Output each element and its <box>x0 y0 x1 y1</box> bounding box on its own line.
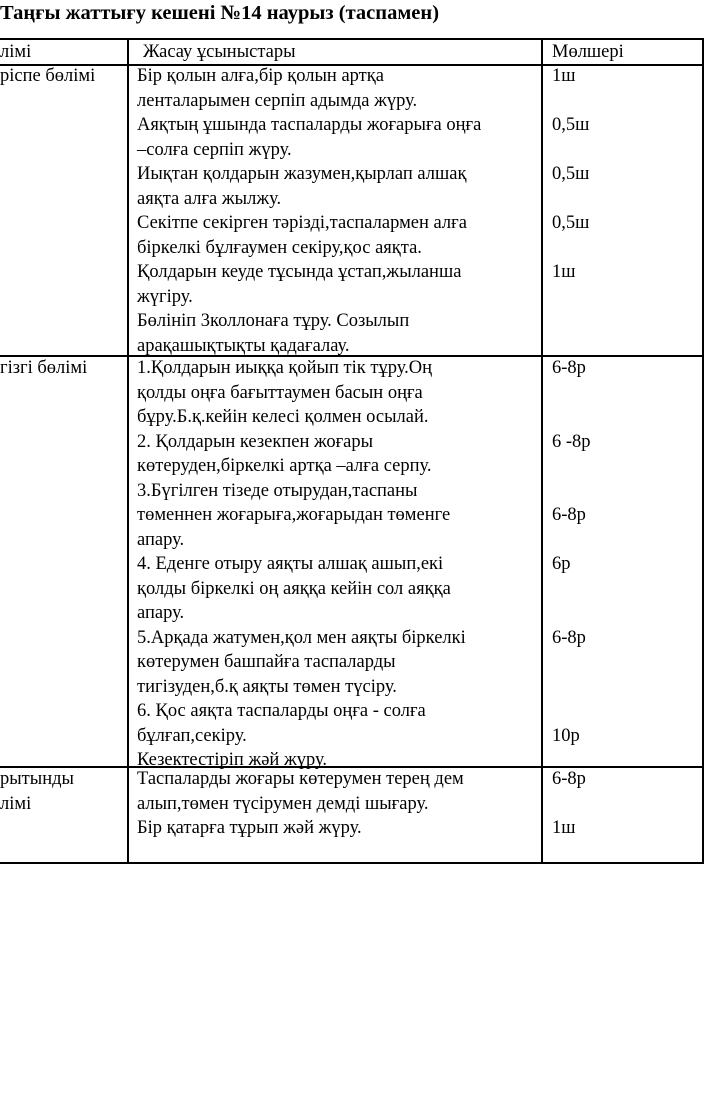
exercise-line: 3.Бүгілген тізеде отырудан,таспаны <box>137 480 418 501</box>
amount-line <box>552 236 589 261</box>
exercise-line: Бір қолын алға,бір қолын артқа <box>137 66 384 86</box>
exercise-line: қолды оңға бағыттаумен басын оңға <box>137 382 423 403</box>
exercise-line: ленталарымен серпіп адымда жүру. <box>137 90 418 111</box>
exercise-line: апару. <box>137 603 185 623</box>
amount-line <box>552 405 591 430</box>
amount-line <box>552 792 586 817</box>
section-line: рытынды <box>0 769 74 789</box>
row-section <box>0 767 74 816</box>
row-section <box>0 356 87 381</box>
amount-line <box>552 699 591 724</box>
exercise-line: біркелкі бұлғаумен секіру,қос аяқта. <box>137 237 422 258</box>
header-section: лімі <box>0 42 32 62</box>
exercise-line: Таспаларды жоғары көтерумен терең дем <box>137 769 464 789</box>
exercise-line: –солға серпіп жүру. <box>137 139 292 160</box>
exercise-line: Секітпе секірген тәрізді,таспалармен алға <box>137 213 467 233</box>
amount-line <box>552 675 591 700</box>
document-title: Таңғы жаттығу кешені №14 наурыз (таспамен) <box>0 2 440 24</box>
exercise-line: бұлғап,секіру. <box>137 725 247 746</box>
exercise-line: Аяқтың ұшында таспаларды жоғарыға оңға <box>137 115 482 135</box>
amount-line: 6-8р <box>552 505 586 525</box>
amount-line <box>552 528 591 553</box>
exercise-line: қолды біркелкі оң аяққа кейін сол аяққа <box>137 578 451 599</box>
exercise-line: Кезектестіріп жәй жүру. <box>137 750 328 770</box>
amount-line: 1ш <box>552 66 576 86</box>
amount-line: 0,5ш <box>552 164 590 184</box>
amount-line: 0,5ш <box>552 115 590 135</box>
row-exercises <box>137 64 481 358</box>
section-line: гізгі бөлімі <box>0 358 88 378</box>
table-border-col2 <box>541 38 543 864</box>
exercise-line: алып,төмен түсірумен демді шығару. <box>137 793 429 814</box>
exercise-line: аяқта алға жылжу. <box>137 188 282 209</box>
exercise-line: тигізуден,б.қ аяқты төмен түсіру. <box>137 676 397 697</box>
amount-line: 6-8р <box>552 627 586 648</box>
amount-line <box>552 650 591 675</box>
section-line: ріспе бөлімі <box>0 66 96 86</box>
amount-line <box>552 138 589 163</box>
exercise-line: Бір қатарға тұрып жәй жүру. <box>137 818 362 838</box>
exercise-line: Бөлініп 3коллонаға тұру. Созылып <box>137 311 410 331</box>
exercise-line: 5.Арқада жатумен,қол мен аяқты біркелкі <box>137 627 466 648</box>
row-exercises <box>137 356 466 773</box>
amount-line: 1ш <box>552 818 576 838</box>
table-border-col1 <box>127 38 129 864</box>
amount-line: 6р <box>552 554 571 574</box>
exercise-line: 2. Қолдарын кезекпен жоғары <box>137 431 374 452</box>
exercise-line: көтеруден,біркелкі артқа –алға серпу. <box>137 456 432 476</box>
amount-line: 6-8р <box>552 769 586 789</box>
exercise-line: 6. Қос аяқта таспаларды оңға - солға <box>137 701 426 721</box>
amount-line: 6-8р <box>552 358 586 378</box>
amount-line <box>552 187 589 212</box>
exercise-line: Иықтан қолдарын жазумен,қырлап алшақ <box>137 164 467 184</box>
exercise-line: 4. Еденге отыру аяқты алшақ ашып,екі <box>137 554 444 574</box>
header-amount: Мөлшері <box>552 42 624 62</box>
row-exercises <box>137 767 464 841</box>
exercise-line: Қолдарын кеуде тұсында ұстап,жыланша <box>137 262 462 282</box>
row-amounts <box>552 767 586 841</box>
amount-line: 6 -8р <box>552 431 591 452</box>
amount-line: 1ш <box>552 262 576 282</box>
exercise-line: арақашықтықты қадағалау. <box>137 335 350 356</box>
amount-line: 10р <box>552 725 580 746</box>
exercise-line: жүгіру. <box>137 286 193 307</box>
amount-line <box>552 577 591 602</box>
section-line: лімі <box>0 793 32 814</box>
amount-line <box>552 479 591 504</box>
row-amounts <box>552 356 591 748</box>
amount-line: 0,5ш <box>552 213 590 233</box>
amount-line <box>552 601 591 626</box>
row-amounts <box>552 64 589 285</box>
header-exercises: Жасау ұсыныстары <box>143 42 296 62</box>
exercise-line: төменнен жоғарыға,жоғарыдан төменге <box>137 505 451 525</box>
exercise-line: көтерумен башпайға таспаларды <box>137 652 396 672</box>
exercise-line: бұру.Б.қ.кейін келесі қолмен осылай. <box>137 407 429 427</box>
exercise-line: 1.Қолдарын иыққа қойып тік тұру.Оң <box>137 358 432 378</box>
row-section <box>0 64 95 89</box>
amount-line <box>552 381 591 406</box>
exercise-line: апару. <box>137 529 185 550</box>
amount-line <box>552 454 591 479</box>
amount-line <box>552 89 589 114</box>
table-border-bottom <box>0 862 704 864</box>
